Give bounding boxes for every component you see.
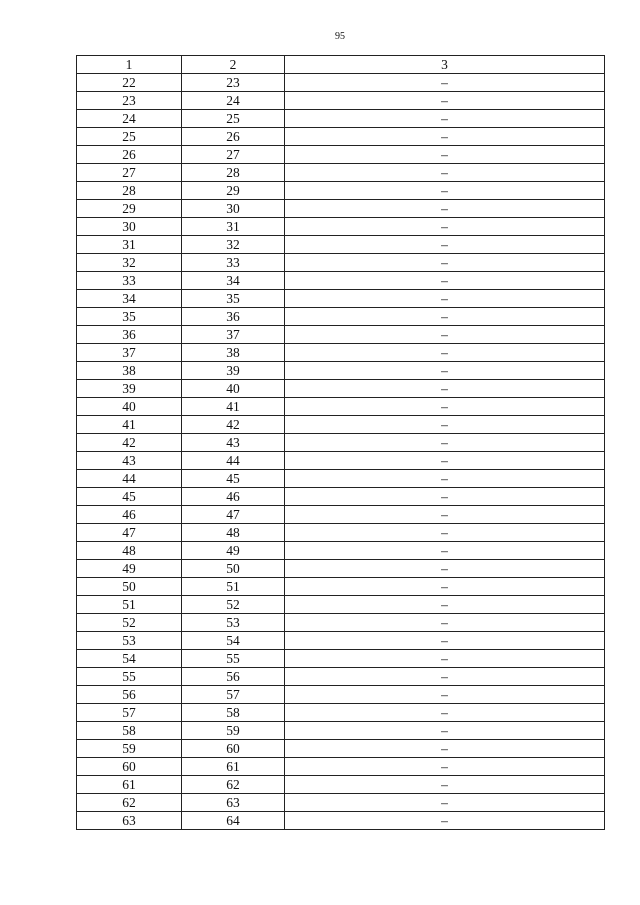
table-row (77, 236, 605, 254)
table-row (77, 398, 605, 416)
table-row (77, 704, 605, 722)
table-cell-col-3: – (285, 578, 605, 596)
table-row (77, 596, 605, 614)
table-cell-col-3: – (285, 92, 605, 110)
table-row (77, 776, 605, 794)
table-row (77, 506, 605, 524)
table-cell-col-3: – (285, 308, 605, 326)
table-row (77, 110, 605, 128)
table-cell-col-2: 33 (182, 254, 285, 272)
table-cell-col-1: 50 (77, 578, 182, 596)
table-cell-col-3: – (285, 380, 605, 398)
table-cell-col-2: 36 (182, 308, 285, 326)
column-header-2: 2 (182, 56, 285, 74)
table-cell-col-2: 37 (182, 326, 285, 344)
table-cell-col-3: – (285, 326, 605, 344)
table-row (77, 344, 605, 362)
table-body (77, 74, 605, 830)
table-row (77, 758, 605, 776)
table-cell-col-1: 22 (77, 74, 182, 92)
table-row (77, 614, 605, 632)
table-row (77, 146, 605, 164)
table-cell-col-1: 55 (77, 668, 182, 686)
table-row (77, 686, 605, 704)
table-cell-col-1: 48 (77, 542, 182, 560)
table-cell-col-1: 39 (77, 380, 182, 398)
table-cell-col-1: 47 (77, 524, 182, 542)
table-cell-col-3: – (285, 704, 605, 722)
table-cell-col-3: – (285, 758, 605, 776)
table-cell-col-2: 29 (182, 182, 285, 200)
table-cell-col-2: 50 (182, 560, 285, 578)
table-cell-col-1: 31 (77, 236, 182, 254)
table-cell-col-1: 23 (77, 92, 182, 110)
table-cell-col-2: 26 (182, 128, 285, 146)
table-cell-col-3: – (285, 74, 605, 92)
table-cell-col-1: 26 (77, 146, 182, 164)
table-cell-col-3: – (285, 722, 605, 740)
table-row (77, 272, 605, 290)
table-cell-col-1: 53 (77, 632, 182, 650)
table-cell-col-1: 44 (77, 470, 182, 488)
table-cell-col-1: 45 (77, 488, 182, 506)
table-cell-col-2: 23 (182, 74, 285, 92)
table-cell-col-1: 24 (77, 110, 182, 128)
table-row (77, 254, 605, 272)
table-cell-col-2: 59 (182, 722, 285, 740)
column-header-3: 3 (285, 56, 605, 74)
table-cell-col-2: 61 (182, 758, 285, 776)
table-cell-col-3: – (285, 434, 605, 452)
table-cell-col-2: 25 (182, 110, 285, 128)
table-cell-col-3: – (285, 110, 605, 128)
table-cell-col-1: 38 (77, 362, 182, 380)
table-cell-col-3: – (285, 740, 605, 758)
table-cell-col-3: – (285, 686, 605, 704)
table-cell-col-2: 40 (182, 380, 285, 398)
table-cell-col-3: – (285, 524, 605, 542)
table-cell-col-1: 29 (77, 200, 182, 218)
table-cell-col-2: 58 (182, 704, 285, 722)
table-row (77, 560, 605, 578)
table-row (77, 74, 605, 92)
table-cell-col-1: 37 (77, 344, 182, 362)
table-row (77, 722, 605, 740)
table-cell-col-2: 45 (182, 470, 285, 488)
table-row (77, 308, 605, 326)
table-row (77, 200, 605, 218)
table-cell-col-3: – (285, 128, 605, 146)
table-cell-col-2: 28 (182, 164, 285, 182)
table-cell-col-2: 35 (182, 290, 285, 308)
table-cell-col-3: – (285, 596, 605, 614)
table-cell-col-2: 56 (182, 668, 285, 686)
table-cell-col-3: – (285, 146, 605, 164)
table-row (77, 488, 605, 506)
table-cell-col-2: 55 (182, 650, 285, 668)
table-cell-col-1: 25 (77, 128, 182, 146)
table-row (77, 182, 605, 200)
table-cell-col-3: – (285, 650, 605, 668)
table-cell-col-1: 62 (77, 794, 182, 812)
table-row (77, 578, 605, 596)
table-row (77, 380, 605, 398)
table-cell-col-3: – (285, 776, 605, 794)
table-cell-col-1: 63 (77, 812, 182, 830)
table-cell-col-3: – (285, 668, 605, 686)
table-cell-col-3: – (285, 164, 605, 182)
table-cell-col-2: 27 (182, 146, 285, 164)
table-cell-col-3: – (285, 254, 605, 272)
table-row (77, 290, 605, 308)
table-cell-col-2: 43 (182, 434, 285, 452)
table-cell-col-3: – (285, 506, 605, 524)
table-row (77, 542, 605, 560)
table-cell-col-1: 58 (77, 722, 182, 740)
table-cell-col-2: 53 (182, 614, 285, 632)
table-cell-col-3: – (285, 542, 605, 560)
table-cell-col-2: 54 (182, 632, 285, 650)
table-cell-col-1: 51 (77, 596, 182, 614)
table-row (77, 362, 605, 380)
table-cell-col-2: 60 (182, 740, 285, 758)
table-row (77, 452, 605, 470)
table-cell-col-2: 30 (182, 200, 285, 218)
table-row (77, 470, 605, 488)
table-cell-col-3: – (285, 794, 605, 812)
table-cell-col-1: 42 (77, 434, 182, 452)
table-cell-col-2: 41 (182, 398, 285, 416)
table-cell-col-1: 40 (77, 398, 182, 416)
table-cell-col-3: – (285, 362, 605, 380)
table-row (77, 794, 605, 812)
table-cell-col-3: – (285, 218, 605, 236)
table-cell-col-1: 52 (77, 614, 182, 632)
table-cell-col-3: – (285, 272, 605, 290)
table-row (77, 128, 605, 146)
table-cell-col-1: 35 (77, 308, 182, 326)
table-header (77, 56, 605, 74)
table-cell-col-3: – (285, 416, 605, 434)
table-cell-col-1: 49 (77, 560, 182, 578)
table-cell-col-1: 57 (77, 704, 182, 722)
table-cell-col-1: 30 (77, 218, 182, 236)
table-row (77, 164, 605, 182)
table-cell-col-3: – (285, 560, 605, 578)
table-cell-col-1: 43 (77, 452, 182, 470)
table-cell-col-1: 36 (77, 326, 182, 344)
table-cell-col-1: 34 (77, 290, 182, 308)
table-cell-col-2: 62 (182, 776, 285, 794)
table-cell-col-2: 24 (182, 92, 285, 110)
table-cell-col-2: 31 (182, 218, 285, 236)
table-cell-col-1: 54 (77, 650, 182, 668)
table-row (77, 668, 605, 686)
table-row (77, 434, 605, 452)
table-cell-col-2: 47 (182, 506, 285, 524)
table-cell-col-2: 52 (182, 596, 285, 614)
table-cell-col-1: 41 (77, 416, 182, 434)
table-cell-col-1: 28 (77, 182, 182, 200)
table-row (77, 92, 605, 110)
table-cell-col-2: 57 (182, 686, 285, 704)
table-cell-col-1: 61 (77, 776, 182, 794)
table-row (77, 524, 605, 542)
table-cell-col-3: – (285, 200, 605, 218)
table-cell-col-2: 44 (182, 452, 285, 470)
table-cell-col-1: 32 (77, 254, 182, 272)
table-cell-col-1: 56 (77, 686, 182, 704)
data-table (76, 55, 605, 830)
table-row (77, 632, 605, 650)
table-cell-col-1: 60 (77, 758, 182, 776)
table-row (77, 416, 605, 434)
table-row (77, 650, 605, 668)
table-cell-col-1: 46 (77, 506, 182, 524)
table-row (77, 218, 605, 236)
table-cell-col-3: – (285, 470, 605, 488)
column-header-1: 1 (77, 56, 182, 74)
table-cell-col-2: 48 (182, 524, 285, 542)
table-cell-col-3: – (285, 182, 605, 200)
table-cell-col-1: 59 (77, 740, 182, 758)
table-cell-col-3: – (285, 614, 605, 632)
table-cell-col-3: – (285, 488, 605, 506)
table-cell-col-1: 33 (77, 272, 182, 290)
table-cell-col-2: 51 (182, 578, 285, 596)
table-cell-col-2: 38 (182, 344, 285, 362)
header-row (77, 56, 605, 74)
table-cell-col-3: – (285, 632, 605, 650)
table-row (77, 326, 605, 344)
table-cell-col-3: – (285, 398, 605, 416)
table-cell-col-3: – (285, 236, 605, 254)
table-cell-col-2: 32 (182, 236, 285, 254)
table-cell-col-3: – (285, 452, 605, 470)
table-cell-col-1: 27 (77, 164, 182, 182)
table-cell-col-3: – (285, 290, 605, 308)
table-cell-col-3: – (285, 344, 605, 362)
table-cell-col-2: 39 (182, 362, 285, 380)
table-cell-col-2: 64 (182, 812, 285, 830)
table-cell-col-2: 34 (182, 272, 285, 290)
table-cell-col-3: – (285, 812, 605, 830)
table-cell-col-2: 46 (182, 488, 285, 506)
table-cell-col-2: 49 (182, 542, 285, 560)
table-row (77, 740, 605, 758)
table-cell-col-2: 63 (182, 794, 285, 812)
table-cell-col-2: 42 (182, 416, 285, 434)
table-row (77, 812, 605, 830)
page-number: 95 (335, 31, 345, 42)
